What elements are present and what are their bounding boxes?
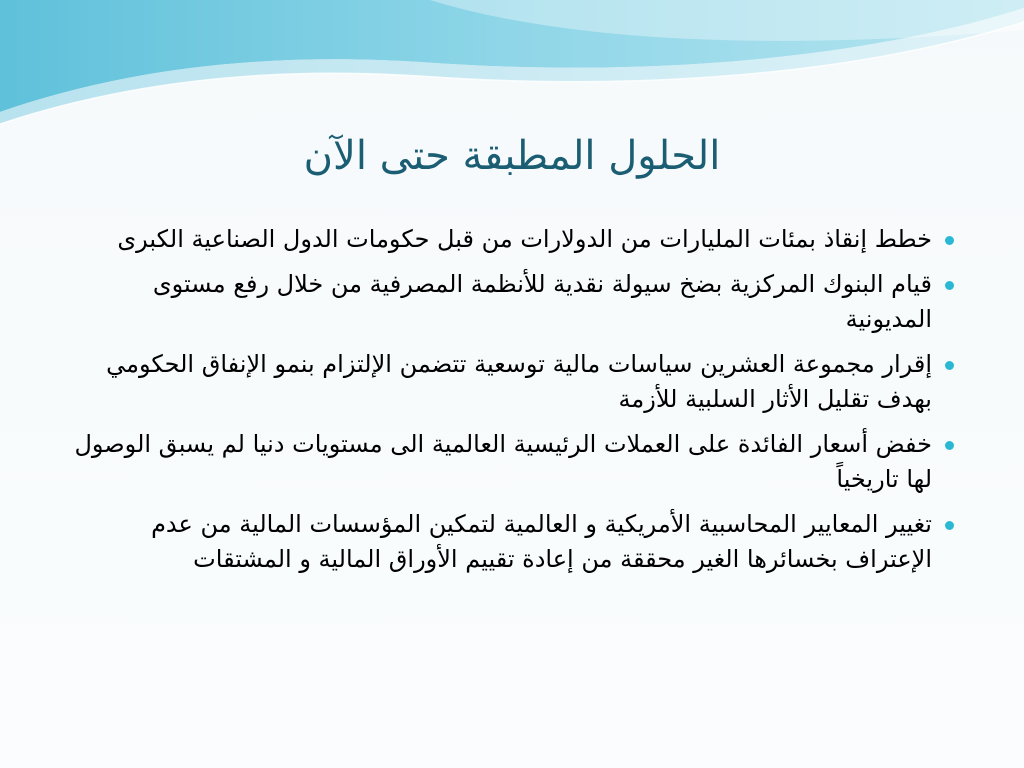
bullet-item <box>74 427 954 497</box>
bullet-item <box>74 267 954 337</box>
bullet-item <box>74 507 954 577</box>
bullet-text: إقرار مجموعة العشرين سياسات مالية توسعية تتضمن الإلتزام بنمو الإنفاق الحكومي بهدف تقليل الأثار السلبية للأزمة <box>106 350 932 413</box>
bullet-item <box>74 222 954 257</box>
bullet-list <box>74 222 954 587</box>
bullet-text: خفض أسعار الفائدة على العملات الرئيسية العالمية الى مستويات دنيا لم يسبق الوصول لها تاريخياً <box>74 430 932 493</box>
bullet-dot-icon <box>945 236 954 245</box>
bullet-text: قيام البنوك المركزية بضخ سيولة نقدية للأنظمة المصرفية من خلال رفع مستوى المديونية <box>152 270 932 333</box>
bullet-dot-icon <box>945 281 954 290</box>
bullet-item <box>74 347 954 417</box>
slide-title: الحلول المطبقة حتى الآن <box>303 133 721 179</box>
decorative-wave-header <box>0 0 1024 130</box>
bullet-text: تغيير المعايير المحاسبية الأمريكية و العالمية لتمكين المؤسسات المالية من عدم الإعتراف بخسائرها الغير محققة من إعادة تقييم الأوراق المالية و المشتقات <box>151 510 932 573</box>
bullet-text: خطط إنقاذ بمئات المليارات من الدولارات من قبل حكومات الدول الصناعية الكبرى <box>117 225 932 253</box>
bullet-dot-icon <box>945 441 954 450</box>
bullet-dot-icon <box>945 521 954 530</box>
bullet-dot-icon <box>945 361 954 370</box>
